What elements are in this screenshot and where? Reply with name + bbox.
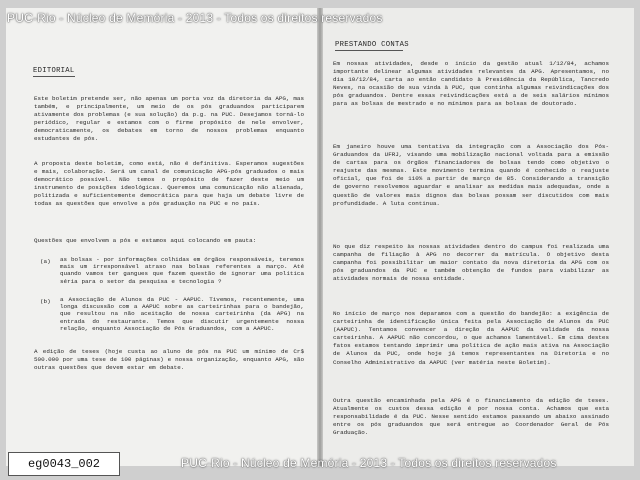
document-id-label: eg0043_002 — [8, 452, 120, 476]
watermark-bottom: PUC-Rio - Núcleo de Memória - 2013 - Todos os direitos reservados — [181, 456, 557, 470]
watermark-top: PUC-Rio - Núcleo de Memória - 2013 - Todos os direitos reservados — [7, 11, 383, 25]
contas-paragraph-5: Outra questão encaminhada pela APG é o financiamento da edição de teses. Atualmente os custos dessa edição é por nossa conta. Achamos que esta responsabilidade é da PUC. Nesse sentido estamos passando um abaixo assinado entre os pós graduandos que será entregue ao Coordenador Geral de Pós Graduação. — [333, 397, 609, 437]
editorial-paragraph-2: A proposta deste boletim, como está, não é definitiva. Esperamos sugestões e mais, colaboração. Será um canal de comunicação APG-pós graduados o mais democrático possível. Não temos o propósito de fazer deste meio um instrumento de posições ideológicas. Queremos uma comunicação não alienada, politizada e suficientemente democrática para que haja um debate livre de todas as questões que envolve a pós graduação na PUC e no país. — [34, 160, 304, 208]
contas-paragraph-4: No início de março nos deparamos com a questão do bandejão: a exigência de carteirinha de identificação única feita pela Associação de Alunos da PUC (AAPUC). Tentamos convencer a direção da AAPUC da validade da nossa carteirinha. A AAPUC não concordou, o que achamos lamentável. Em cima destes fatos estamos tentando imprimir uma política de ação mais ativa na Associação de Alunos da PUC, onde hoje já temos representantes na Diretoria e no Conselho Administrativo da AAPUC (ver matéria neste Boletim). — [333, 310, 609, 366]
editorial-paragraph-1: Este boletim pretende ser, não apenas um porta voz da diretoria da APG, mas também, e principalmente, um meio de os pós graduandos participarem ativamente dos problemas (e sua solução) da p.g. na PUC. Desejamos torná-lo periódico, regular e estamos com o firme propósito de nele envolver, democraticamente, os debates em torno de nossos problemas enquanto estudantes de pós. — [34, 95, 304, 143]
prestando-contas-underline — [335, 50, 403, 51]
editorial-heading: EDITORIAL — [33, 67, 75, 75]
item-b-text: a Associação de Alunos da PUC - AAPUC. Tivemos, recentemente, uma longa discussão com a AAPUC sobre as carteirinhas para o bandejão, que resultou na não aceitação de nossa carteirinha (da APG) na entrada do restaurante. Temos que discutir urgentemente nossa relação, enquanto Associação de Pós Graduandos, com a AAPUC. — [60, 296, 304, 332]
editorial-underline — [33, 76, 75, 77]
item-a-text: as bolsas - por informações colhidas em órgãos responsáveis, teremos mais um irresponsável atraso nas bolsas referentes a março. Até quando vamos ter gangues que fazem questão de ignorar uma política séria para o setor da pesquisa e tecnologia ? — [60, 256, 304, 285]
page-fold — [317, 8, 323, 466]
contas-paragraph-1: Em nossas atividades, desde o início da gestão atual 1/12/84, achamos importante delinear algumas atividades relevantes da APG. Apresentamos, no dia 10/12/84, carta ao então candidato à Presidência da República, Tancredo Neves, na ocasião de sua vinda à PUC, que continha algumas reivindicações dos pós graduandos. Dentre essas reivindicações está a de seis salários mínimos para as bolsas de mestrado e no mínimos para as bolsas de doutorado. — [333, 60, 609, 108]
item-a-mark: (a) — [40, 258, 51, 265]
editorial-closing: A edição de teses (hoje custa ao aluno de pós na PUC um mínimo de Cr$ 500.000 por uma tese de 100 páginas) e nossa organização, enquanto APG, são outras questões que devem estar em debate. — [34, 348, 304, 372]
prestando-contas-heading: PRESTANDO CONTAS — [335, 41, 409, 49]
contas-paragraph-2: Em janeiro houve uma tentativa da integração com a Associação dos Pós-Graduandos da UFRJ, visando uma mobilização nacional voltada para a emissão de cartas para os órgãos financiadores de bolsas tendo como objetivo o reajuste das mesmas. Este movimento termina quando é conhecido o reajuste oficial, que foi de 110% a partir de março de 85. Considerando a transição de governo resolvemos aguardar e analisar as medidas mais adequadas, onde a questão de valores mais dignos das bolsas possam ser discutidos com mais profundidade. A luta continua. — [333, 143, 609, 207]
contas-paragraph-3: No que diz respeito às nossas atividades dentro do campus foi realizada uma campanha de filiação à APG no decorrer da matrícula. O objetivo desta campanha foi possibilitar um maior contato da nova diretoria da APG com os pós graduandos da PUC e também obtenção de fundos para viabilizar as atividades normais de nossa entidade. — [333, 243, 609, 283]
item-b-mark: (b) — [40, 298, 51, 305]
editorial-paragraph-3: Questões que envolvem a pós e estamos aqui colocando em pauta: — [34, 237, 257, 244]
